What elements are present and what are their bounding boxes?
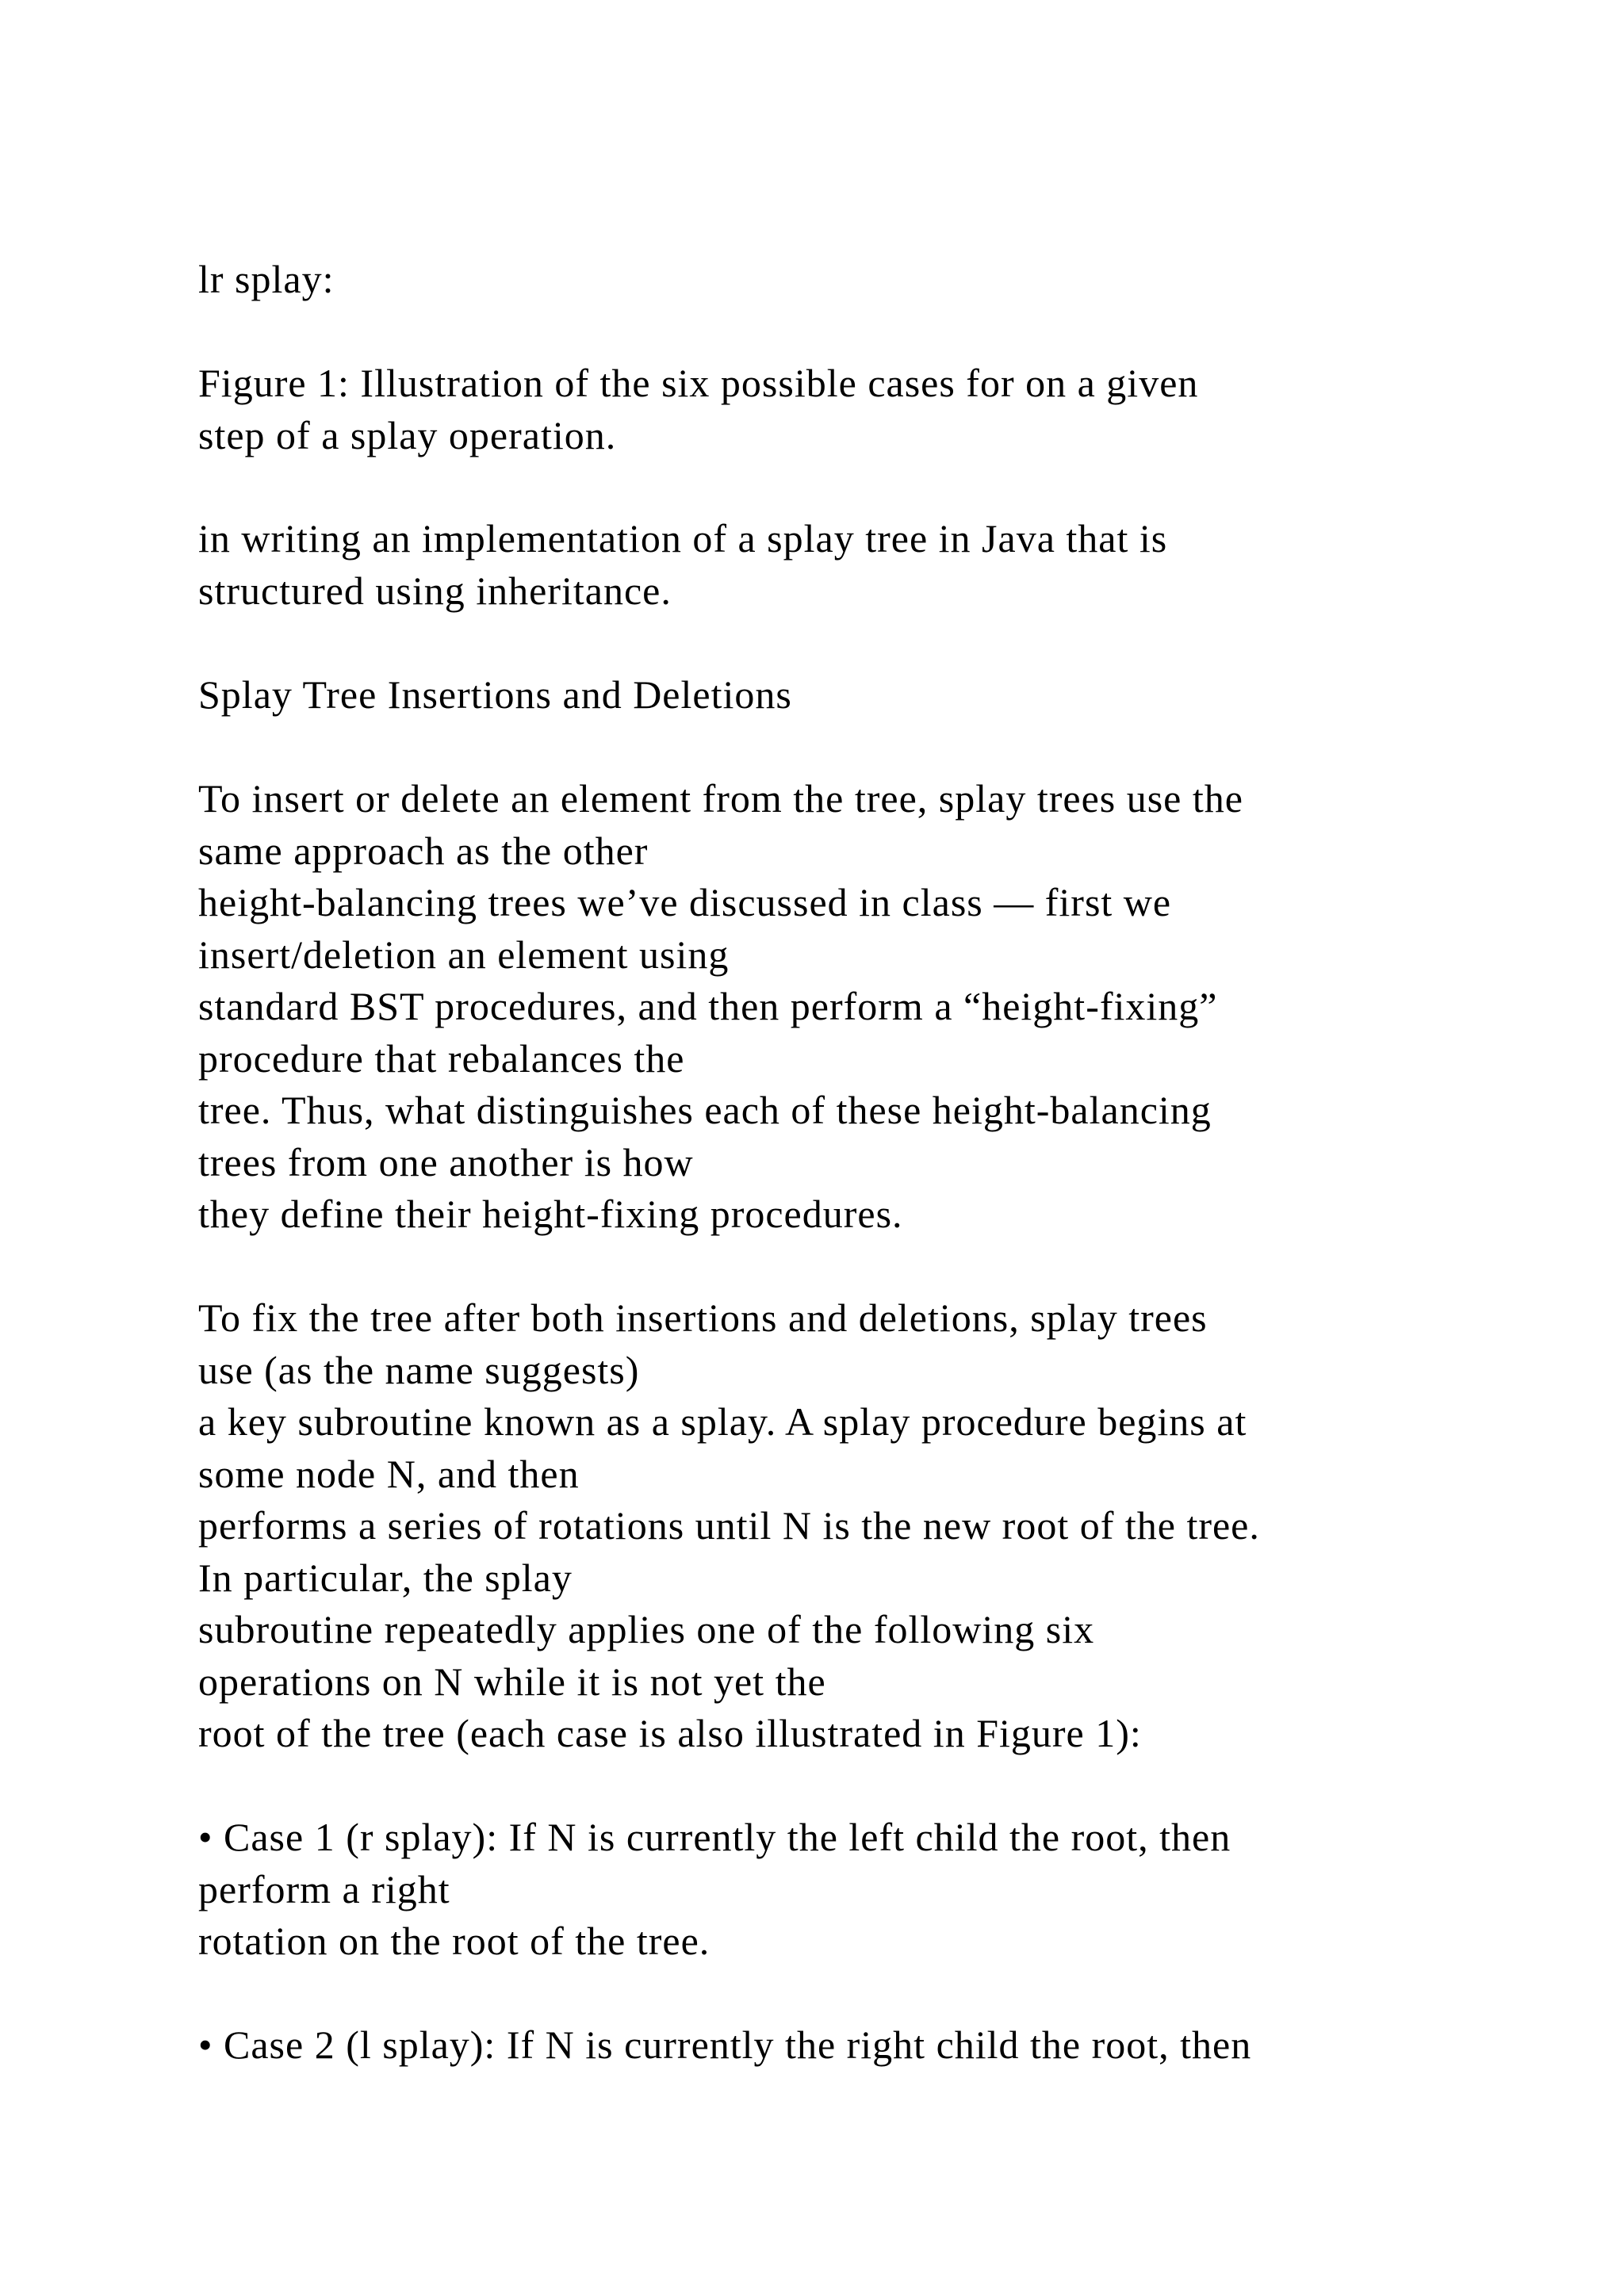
text-line: subroutine repeatedly applies one of the following six bbox=[198, 1607, 1095, 1651]
text-line: standard BST procedures, and then perform a “height-fixing” bbox=[198, 984, 1218, 1028]
text-line: lr splay: bbox=[198, 257, 335, 301]
text-line: tree. Thus, what distinguishes each of these height-balancing bbox=[198, 1088, 1212, 1132]
text-line: structured using inheritance. bbox=[198, 568, 672, 613]
text-line: procedure that rebalances the bbox=[198, 1036, 685, 1081]
section-heading: Splay Tree Insertions and Deletions bbox=[198, 672, 792, 717]
text-line: In particular, the splay bbox=[198, 1556, 573, 1600]
text-line: operations on N while it is not yet the bbox=[198, 1659, 826, 1704]
text-line: root of the tree (each case is also illustrated in Figure 1): bbox=[198, 1711, 1142, 1755]
text-line: same approach as the other bbox=[198, 828, 649, 873]
text-line: use (as the name suggests) bbox=[198, 1348, 640, 1392]
text-line: trees from one another is how bbox=[198, 1140, 694, 1184]
text-line: To insert or delete an element from the tree, splay trees use the bbox=[198, 776, 1243, 821]
list-item-line: • Case 2 (l splay): If N is currently the right child the root, then bbox=[198, 2022, 1252, 2067]
text-line: insert/deletion an element using bbox=[198, 932, 730, 977]
text-line: some node N, and then bbox=[198, 1452, 580, 1496]
text-line: performs a series of rotations until N is the new root of the tree. bbox=[198, 1503, 1260, 1548]
figure-caption-line: step of a splay operation. bbox=[198, 413, 617, 457]
list-item-line: • Case 1 (r splay): If N is currently the left child the root, then bbox=[198, 1815, 1231, 1859]
list-item-line: rotation on the root of the tree. bbox=[198, 1919, 710, 1963]
text-line: height-balancing trees we’ve discussed in class — first we bbox=[198, 880, 1172, 924]
text-line: they define their height-fixing procedures. bbox=[198, 1192, 903, 1236]
text-line: a key subroutine known as a splay. A splay procedure begins at bbox=[198, 1399, 1247, 1444]
text-line: To fix the tree after both insertions and deletions, splay trees bbox=[198, 1295, 1208, 1340]
figure-caption-line: Figure 1: Illustration of the six possible cases for on a given bbox=[198, 361, 1199, 405]
text-line: in writing an implementation of a splay tree in Java that is bbox=[198, 516, 1168, 561]
list-item-line: perform a right bbox=[198, 1867, 450, 1911]
